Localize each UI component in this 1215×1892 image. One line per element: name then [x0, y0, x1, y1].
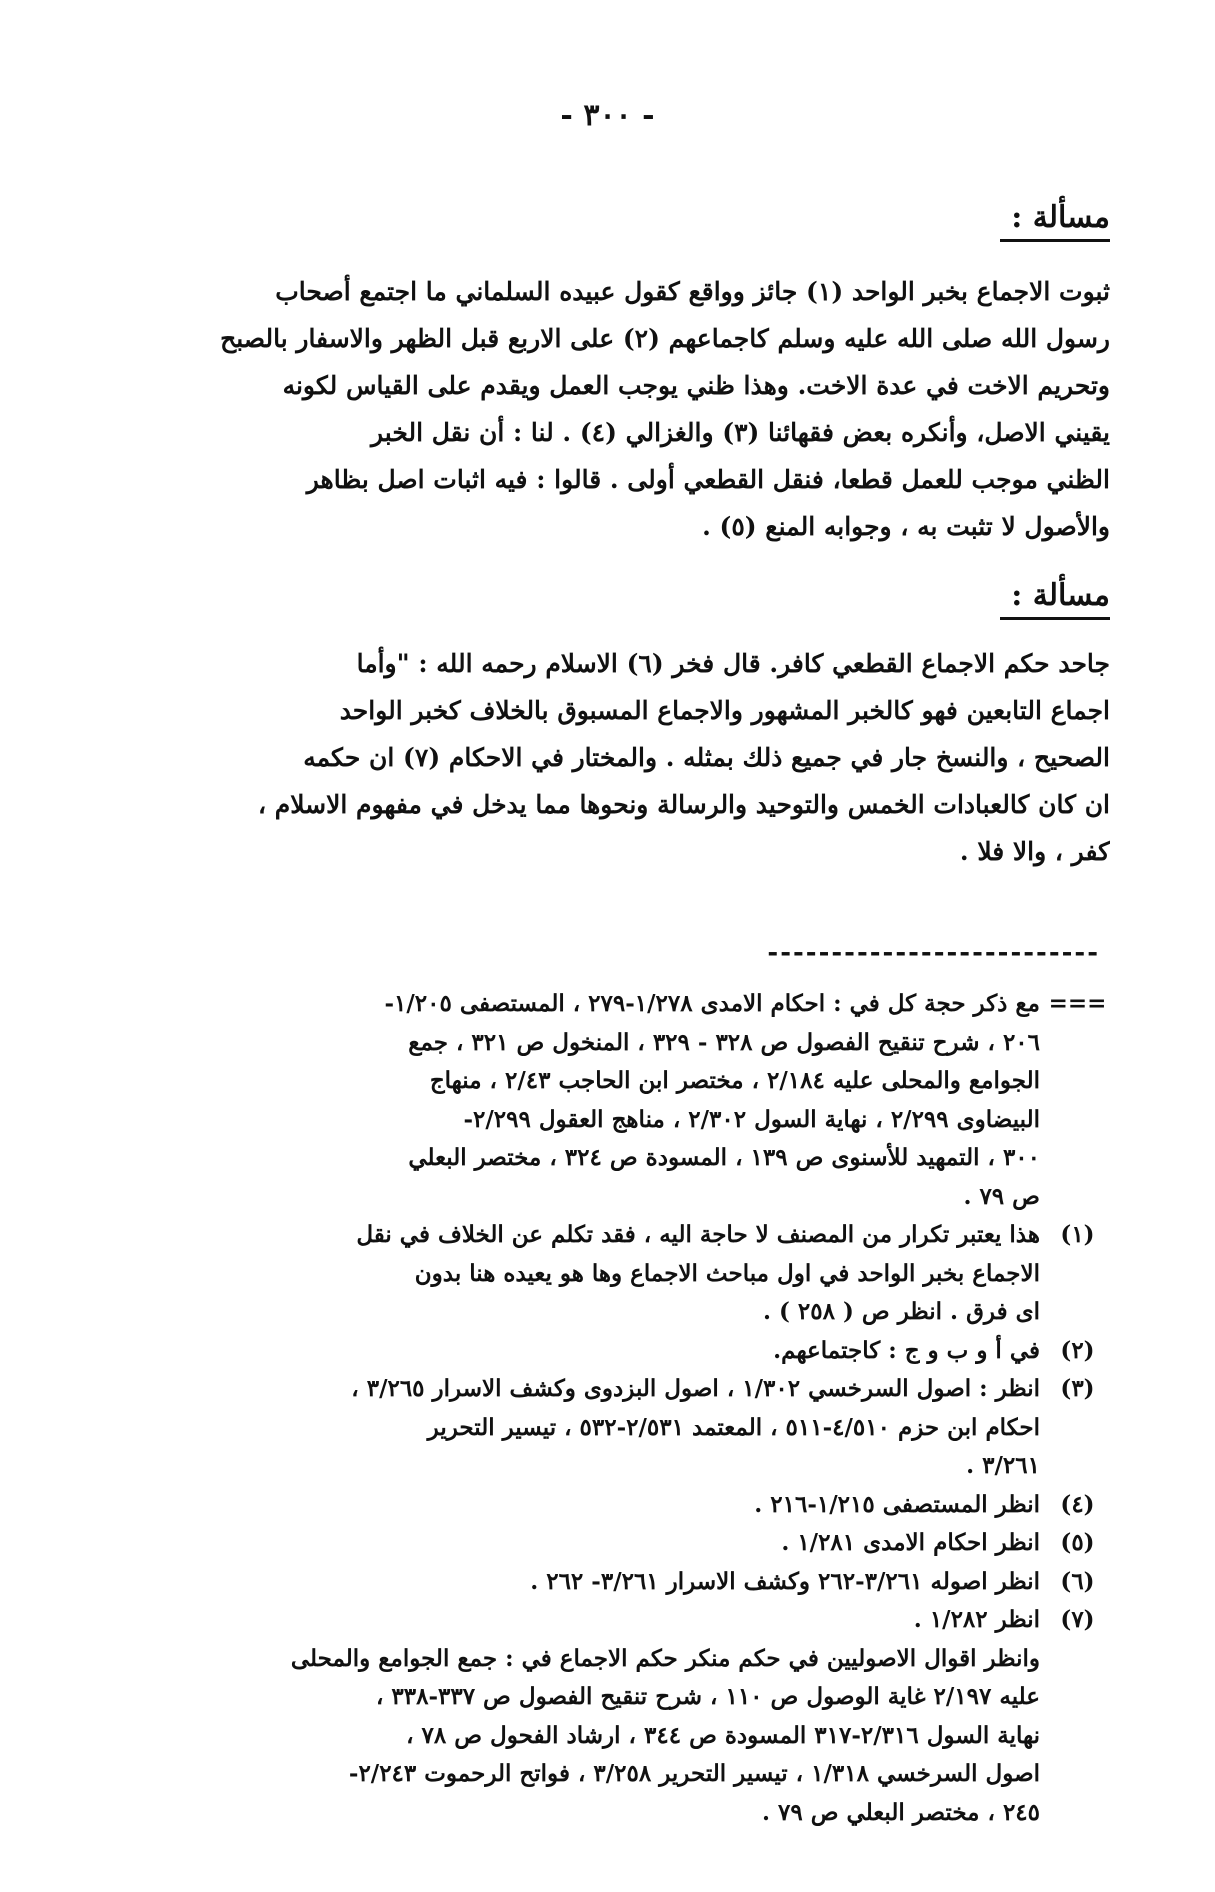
footnote-line: انظر احكام الامدى ١/٢٨١ .	[781, 1529, 1040, 1556]
footnote-line: نهاية السول ٢/٣١٦-٣١٧ المسودة ص ٣٤٤ ، ارشاد الفحول ص ٧٨ ،	[406, 1721, 1040, 1749]
footnote-marker: (٥)	[1060, 1529, 1095, 1556]
footnote-4	[135, 1486, 1115, 1525]
footnote-separator: --------------------------	[767, 938, 1100, 968]
text-line: جاحد حكم الاجماع القطعي كافر. قال فخر (٦) الاسلام رحمه الله : "وأما	[356, 649, 1110, 678]
text-line: الصحيح ، والنسخ جار في جميع ذلك بمثله . والمختار في الاحكام (٧) ان حكمه	[303, 743, 1110, 772]
text-line: كفر ، والا فلا .	[959, 837, 1110, 866]
footnote-5	[135, 1524, 1115, 1563]
footnote-line: ص ٧٩ .	[963, 1182, 1040, 1210]
text-line: الظني موجب للعمل قطعا، فنقل القطعي أولى . قالوا : فيه اثبات اصل بظاهر	[306, 465, 1110, 494]
footnote-line: وانظر اقوال الاصوليين في حكم منكر حكم الاجماع في : جمع الجوامع والمحلى	[290, 1644, 1040, 1672]
footnote-line: انظر اصوله ٣/٢٦١-٢٦٢ وكشف الاسرار ٣/٢٦١- ٢٦٢ .	[530, 1567, 1040, 1595]
footnote-1	[135, 1216, 1115, 1332]
section-heading-1: مسألة :	[1000, 200, 1110, 242]
section-body-2	[150, 640, 1110, 875]
footnote-line: البيضاوى ٢/٢٩٩ ، نهاية السول ٢/٣٠٢ ، مناهج العقول ٢/٢٩٩-	[463, 1105, 1040, 1133]
text-line: وتحريم الاخت في عدة الاخت. وهذا ظني يوجب العمل ويقدم على القياس لكونه	[282, 371, 1110, 400]
page-number: - ٣٠٠ -	[560, 98, 655, 133]
text-line: ان كان كالعبادات الخمس والتوحيد والرسالة ونحوها مما يدخل في مفهوم الاسلام ،	[257, 790, 1110, 819]
footnote-line: الجوامع والمحلى عليه ٢/١٨٤ ، مختصر ابن الحاجب ٢/٤٣ ، منهاج	[429, 1067, 1040, 1094]
footnote-line: الاجماع بخبر الواحد في اول مباحث الاجماع وها هو يعيده هنا بدون	[414, 1259, 1040, 1287]
footnote-marker: (٣)	[1060, 1375, 1095, 1402]
footnote-marker: (١)	[1060, 1221, 1095, 1248]
footnote-general	[135, 985, 1115, 1216]
footnote-2	[135, 1332, 1115, 1371]
footnotes	[135, 985, 1115, 1832]
footnote-marker: (٦)	[1060, 1567, 1095, 1595]
footnote-marker: (٤)	[1060, 1490, 1095, 1518]
text-line: رسول الله صلى الله عليه وسلم كاجماعهم (٢) على الاربع قبل الظهر والاسفار بالصبح	[220, 324, 1110, 353]
footnote-line: اى فرق . انظر ص ( ٢٥٨ ) .	[763, 1298, 1040, 1325]
footnote-line: انظر : اصول السرخسي ١/٣٠٢ ، اصول البزدوى وكشف الاسرار ٣/٢٦٥ ،	[351, 1375, 1040, 1402]
footnote-line: ٣/٢٦١ .	[966, 1452, 1040, 1479]
footnote-line: عليه ٢/١٩٧ غاية الوصول ص ١١٠ ، شرح تنقيح الفصول ص ٣٣٧-٣٣٨ ،	[375, 1683, 1040, 1710]
footnote-line: احكام ابن حزم ٤/٥١٠-٥١١ ، المعتمد ٢/٥٣١-٥٣٢ ، تيسير التحرير	[427, 1413, 1040, 1441]
footnote-line: ٢٤٥ ، مختصر البعلي ص ٧٩ .	[761, 1798, 1040, 1826]
section-body-1	[150, 268, 1110, 550]
text-line: اجماع التابعين فهو كالخبر المشهور والاجماع المسبوق بالخلاف كخبر الواحد	[339, 696, 1110, 725]
text-line: ثبوت الاجماع بخبر الواحد (١) جائز وواقع كقول عبيده السلماني ما اجتمع أصحاب	[275, 277, 1110, 306]
footnote-line: في أ و ب و ج : كاجتماعهم.	[773, 1336, 1040, 1364]
footnote-6	[135, 1563, 1115, 1602]
section-heading-2: مسألة :	[1000, 578, 1110, 620]
footnote-line: انظر ١/٢٨٢ .	[913, 1606, 1040, 1633]
footnote-line: ٣٠٠ ، التمهيد للأسنوى ص ١٣٩ ، المسودة ص ٣٢٤ ، مختصر البعلي	[408, 1144, 1040, 1171]
footnote-3	[135, 1370, 1115, 1486]
text-line: يقيني الاصل، وأنكره بعض فقهائنا (٣) والغزالي (٤) . لنا : أن نقل الخبر	[371, 418, 1110, 447]
footnote-line: اصول السرخسي ١/٣١٨ ، تيسير التحرير ٣/٢٥٨ ، فواتح الرحموت ٢/٢٤٣-	[348, 1760, 1040, 1787]
text-line: والأصول لا تثبت به ، وجوابه المنع (٥) .	[702, 512, 1110, 541]
footnote-marker: (٧)	[1060, 1606, 1095, 1633]
footnote-line: هذا يعتبر تكرار من المصنف لا حاجة اليه ، فقد تكلم عن الخلاف في نقل	[356, 1221, 1040, 1248]
footnote-line: ٢٠٦ ، شرح تنقيح الفصول ص ٣٢٨ - ٣٢٩ ، المنخول ص ٣٢١ ، جمع	[408, 1028, 1040, 1056]
footnote-7	[135, 1601, 1115, 1832]
footnote-marker: (٢)	[1060, 1336, 1095, 1364]
footnote-marker: ===	[1048, 990, 1107, 1017]
footnote-line: مع ذكر حجة كل في : احكام الامدى ١/٢٧٨-٢٧٩ ، المستصفى ١/٢٠٥-	[384, 990, 1040, 1017]
footnote-line: انظر المستصفى ١/٢١٥-٢١٦ .	[754, 1490, 1040, 1518]
